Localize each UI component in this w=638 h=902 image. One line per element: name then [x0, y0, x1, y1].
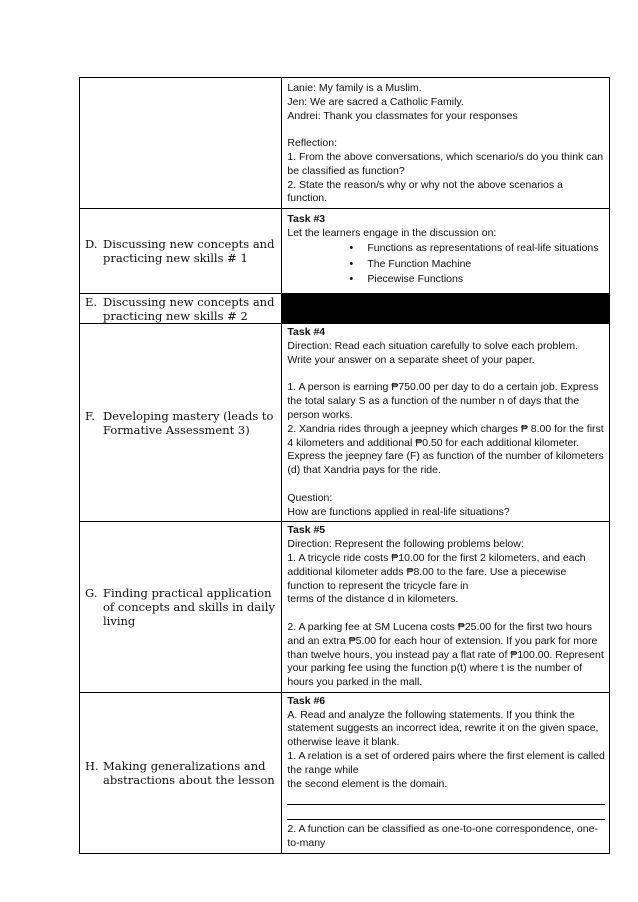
right-cell-f — [282, 324, 610, 522]
row-letter-f: F. — [85, 408, 95, 423]
task-3-bullets — [287, 242, 605, 287]
task-4-question: How are functions applied in real-life situations? — [287, 505, 510, 518]
task-6-item-1b: the second element is the domain. — [287, 777, 448, 790]
answer-line-1 — [287, 791, 605, 805]
bullet-item: • Piecewise Functions — [349, 273, 605, 287]
reflection-label: Reflection: — [287, 137, 337, 150]
lesson-plan-page — [79, 77, 609, 854]
row-label-f: Developing mastery (leads to Formative Assessment 3) — [103, 408, 274, 437]
row-letter-e: E. — [85, 295, 98, 310]
row-letter-g: G. — [85, 586, 98, 601]
task-6-item-2: 2. A function can be classified as one-to-one correspondence, one-to-many — [287, 823, 598, 850]
left-cell-d — [80, 209, 282, 294]
right-cell-e-blackout — [282, 294, 610, 324]
task-4-direction: Direction: Read each situation carefully to solve each problem. Write your answer on a separate sheet of your paper. — [287, 339, 579, 366]
task-5-direction: Direction: Represent the following problems below: — [287, 538, 524, 551]
row-label-d: Discussing new concepts and practicing new skills # 1 — [103, 237, 275, 266]
row-label-e: Discussing new concepts and practicing new skills # 2 — [103, 295, 275, 324]
answer-line-2 — [287, 806, 605, 820]
dialogue-lanie: Lanie: My family is a Muslim. — [287, 82, 422, 94]
task-4-item-1: 1. A person is earning ₱750.00 per day to do a certain job. Express the total salary S as a function of the number n of days that the person works. — [287, 381, 599, 421]
task-6-instruction: A. Read and analyze the following statements. If you think the statement suggests an incorrect idea, rewrite it on the given space, otherwise leave it blank. — [287, 708, 599, 749]
right-cell-continuation — [282, 78, 610, 209]
task-3-intro: Let the learners engage in the discussion on: — [287, 226, 497, 239]
dialogue-jen: Jen: We are sacred a Catholic Family. — [287, 95, 464, 108]
left-cell-e — [80, 294, 282, 324]
task-5-title: Task #5 — [287, 524, 326, 537]
task-4-question-label: Question: — [287, 491, 333, 504]
row-letter-h: H. — [85, 758, 99, 773]
reflection-item-1: 1. From the above conversations, which scenario/s do you think can be classified as function? — [287, 150, 604, 177]
task-5-item-1: 1. A tricycle ride costs ₱10.00 for the first 2 kilometers, and each additional kilometer adds ₱8.00 to the fare. Use a piecewise function to represent the tricycle fare in — [287, 551, 586, 592]
row-label-h: Making generalizations and abstractions about the lesson — [103, 758, 275, 787]
lesson-plan-table — [79, 77, 610, 854]
row-f — [80, 324, 610, 522]
right-cell-h — [282, 692, 610, 853]
left-cell-h — [80, 692, 282, 853]
task-6-item-1: 1. A relation is a set of ordered pairs where the first element is called the range while — [287, 750, 605, 776]
row-d — [80, 209, 610, 294]
right-cell-d — [282, 209, 610, 294]
task-6-title: Task #6 — [287, 694, 326, 707]
row-g — [80, 522, 610, 693]
left-cell-f — [80, 324, 282, 522]
left-cell-empty — [80, 78, 282, 209]
task-4-item-2: 2. Xandria rides through a jeepney which charges ₱ 8.00 for the first 4 kilometers and additional ₱0.50 for each additional kilometer. Express the jeepney fare (F) as function of the number of kilometers (d) that Xandria pays for the ride. — [287, 422, 604, 477]
reflection-item-2: 2. State the reason/s why or why not the above scenarios a function. — [287, 178, 563, 205]
task-5-item-1b: terms of the distance d in kilometers. — [287, 593, 459, 606]
row-continuation — [80, 78, 610, 209]
row-label-g: Finding practical application of concepts and skills in daily living — [103, 586, 275, 629]
row-e — [80, 294, 610, 324]
row-letter-d: D. — [85, 237, 98, 252]
task-3-title: Task #3 — [287, 213, 326, 226]
right-cell-g — [282, 522, 610, 693]
task-5-item-2: 2. A parking fee at SM Lucena costs ₱25.00 for the first two hours and an extra ₱5.00 for each hour of extension. If you park for more than twelve hours, you instead pay a flat rate of ₱100.00. Represent your parking fee using the function p(t) where t is the number of hours you parked in the mall. — [287, 620, 604, 689]
dialogue-andrei: Andrei: Thank you classmates for your responses — [287, 109, 518, 122]
row-h — [80, 692, 610, 853]
bullet-item: • Functions as representations of real-life situations — [349, 242, 605, 256]
bullet-item: • The Function Machine — [349, 258, 605, 272]
left-cell-g — [80, 522, 282, 693]
task-4-title: Task #4 — [287, 326, 326, 339]
